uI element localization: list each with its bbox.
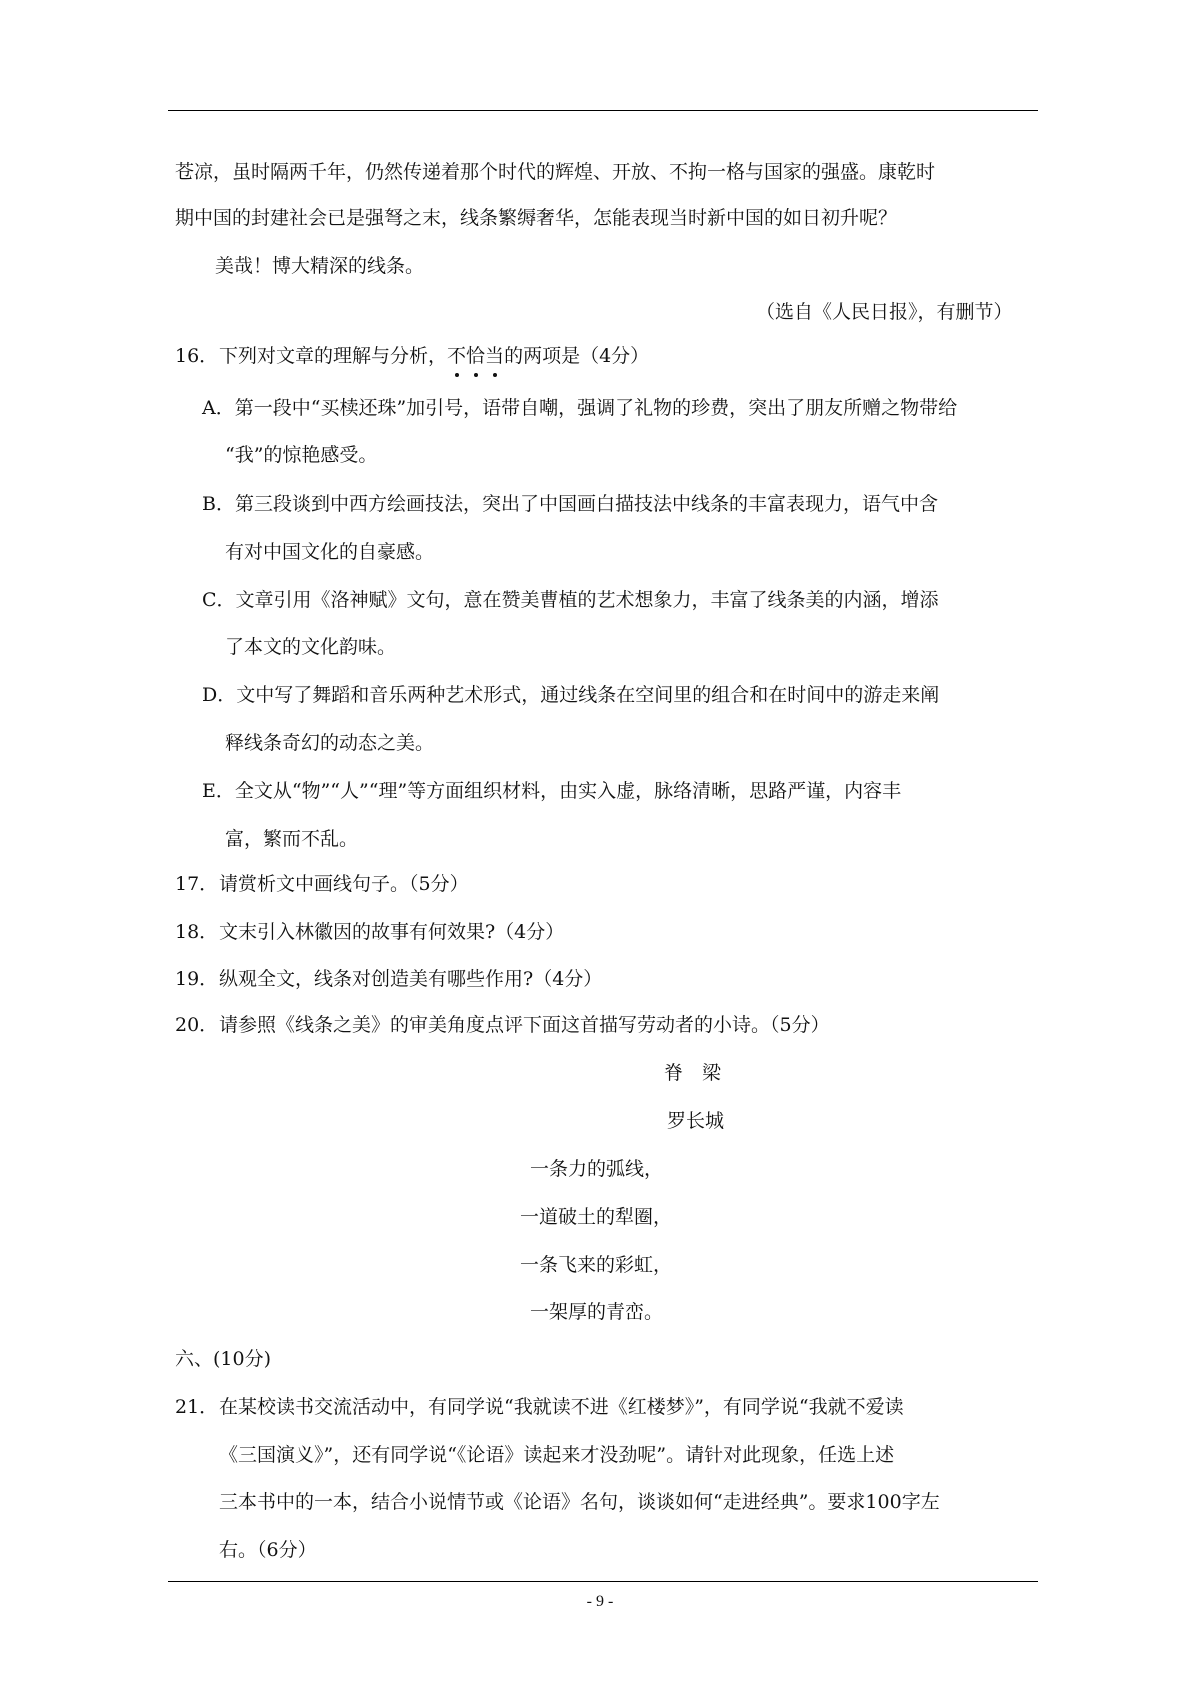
option-d-cont: 释线条奇幻的动态之美。 (225, 732, 435, 754)
option-a-cont: “我”的惊艳感受。 (225, 444, 378, 466)
section-heading: 六、(10分) (175, 1348, 272, 1370)
option-d: D．文中写了舞蹈和音乐两种艺术形式，通过线条在空间里的组合和在时间中的游走来阐 (202, 684, 940, 706)
question-21: 21．在某校读书交流活动中，有同学说“我就读不进《红楼梦》”，有同学说“我就不爱读 (175, 1396, 904, 1418)
question-stem: 下列对文章的理解与分析， (219, 345, 448, 367)
poem-line: 一条力的弧线， (530, 1158, 664, 1180)
passage-closing: 美哉！博大精深的线条。 (215, 255, 425, 277)
poem-line: 一条飞来的彩虹， (520, 1254, 673, 1276)
passage-source: （选自《人民日报》，有删节） (756, 301, 1013, 323)
passage-line: 期中国的封建社会已是强弩之末，线条繁缛奢华，怎能表现当时新中国的如日初升呢？ (175, 207, 898, 229)
question-18: 18．文末引入林徽因的故事有何效果?（4分） (175, 921, 565, 943)
option-e-cont: 富，繁而不乱。 (225, 828, 359, 850)
emphasis-char: 恰 (466, 345, 486, 367)
poem-author: 罗长城 (667, 1110, 725, 1132)
question-21-cont: 《三国演义》”，还有同学说“《论语》读起来才没劲呢”。请针对此现象，任选上述 (219, 1444, 895, 1466)
passage-line: 苍凉，虽时隔两千年，仍然传递着那个时代的辉煌、开放、不拘一格与国家的强盛。康乾时 (175, 161, 936, 183)
poem-line: 一架厚的青峦。 (530, 1301, 664, 1323)
emphasis-char: 不 (447, 345, 467, 367)
question-21-cont: 三本书中的一本，结合小说情节或《论语》名句，谈谈如何“走进经典”。要求100字左 (219, 1491, 940, 1513)
question-stem: 的两项是（4分） (504, 345, 650, 367)
emphasis-char: 当 (485, 345, 505, 367)
question-21-cont: 右。（6分） (219, 1539, 317, 1561)
option-b: B．第三段谈到中西方绘画技法，突出了中国画白描技法中线条的丰富表现力，语气中含 (202, 493, 938, 515)
header-rule (168, 110, 1038, 111)
question-19: 19．纵观全文，线条对创造美有哪些作用?（4分） (175, 968, 603, 990)
question-16 (175, 344, 649, 368)
question-number: 16． (175, 345, 219, 367)
option-e: E．全文从“物”“人”“理”等方面组织材料，由实入虚，脉络清晰，思路严谨，内容丰 (202, 780, 902, 802)
poem-line: 一道破土的犁圈， (520, 1206, 673, 1228)
footer-rule (168, 1581, 1038, 1582)
option-c-cont: 了本文的文化韵味。 (225, 636, 397, 658)
option-c: C．文章引用《洛神赋》文句，意在赞美曹植的艺术想象力，丰富了线条美的内涵，增添 (202, 589, 939, 611)
question-20: 20．请参照《线条之美》的审美角度点评下面这首描写劳动者的小诗。（5分） (175, 1014, 830, 1036)
question-17: 17．请赏析文中画线句子。（5分） (175, 873, 469, 895)
page-number: - 9 - (586, 1593, 614, 1610)
option-a: A．第一段中“买椟还珠”加引号，语带自嘲，强调了礼物的珍费，突出了朋友所赠之物带给 (202, 397, 958, 419)
option-b-cont: 有对中国文化的自豪感。 (225, 541, 435, 563)
poem-title: 脊 梁 (664, 1062, 722, 1084)
